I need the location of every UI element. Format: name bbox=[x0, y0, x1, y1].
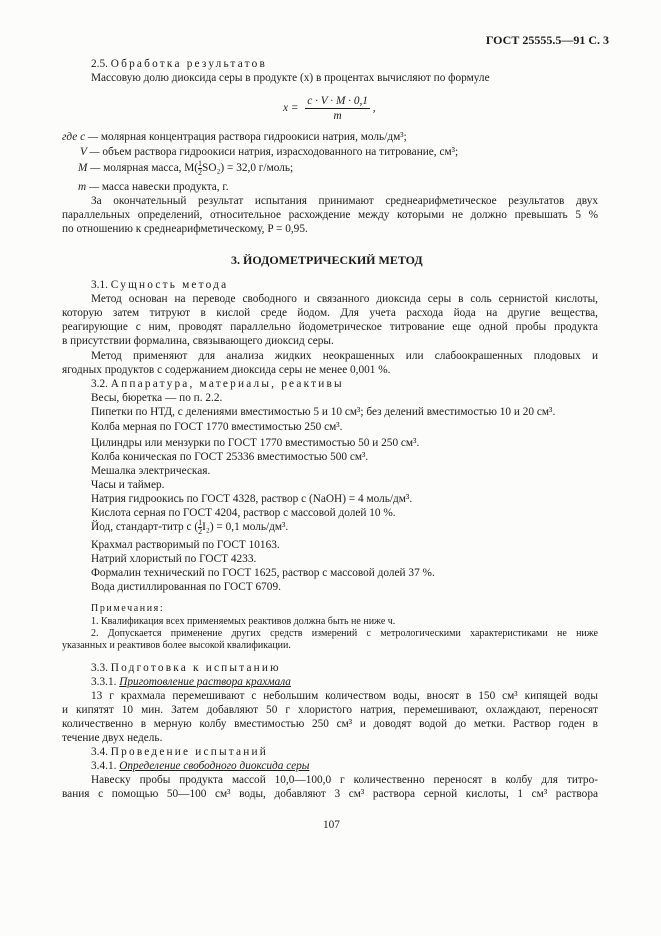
notes-heading: Примечания: bbox=[91, 603, 165, 614]
equipment-item: Цилиндры или мензурки по ГОСТ 1770 вместимостью 50 и 250 см³. bbox=[91, 437, 420, 449]
subheading-number: 3.4.1. bbox=[91, 760, 117, 772]
method-p2-line-1: Метод применяют для анализа жидких неокрашенных или слабоокрашенных плодовых и bbox=[91, 350, 598, 362]
fraction-denominator: 2 bbox=[198, 168, 203, 177]
heading-number: 3.4. bbox=[91, 746, 108, 758]
page-number: 107 bbox=[323, 819, 340, 831]
fraction-numerator: 1 bbox=[198, 159, 203, 168]
method-p1-line-3: реагирующие с ним, проводят параллельно йодометрическое титрование еще одной пробы продукта bbox=[62, 321, 598, 333]
starch-line-4: течение двух недель. bbox=[62, 732, 163, 744]
section-3-1-heading bbox=[91, 278, 228, 292]
formula-tail: , bbox=[372, 102, 376, 115]
section-3-3-heading bbox=[91, 661, 281, 675]
equipment-item-iodine bbox=[91, 519, 288, 536]
starch-line-1: 13 г крахмала перемешивают с небольшим количеством воды, вносят в 150 см³ кипящей воды bbox=[91, 690, 598, 702]
heading-number: 3.3. bbox=[91, 662, 108, 674]
equipment-item: Мешалка электрическая. bbox=[91, 465, 211, 477]
final-result-line-2: параллельных определений, относительное расхождение между которыми не должно превышать 5 % bbox=[62, 209, 598, 221]
formula-numerator: c · V · M · 0,1 bbox=[307, 95, 368, 107]
definition-symbol: где c — bbox=[62, 131, 98, 143]
heading-number: 3.2. bbox=[91, 378, 108, 390]
subheading-number: 3.3.1. bbox=[91, 676, 117, 688]
formula bbox=[283, 94, 376, 123]
definition-m-molar bbox=[78, 160, 293, 177]
starch-line-2: и кипятят 10 мин. Затем добавляют 50 г хлористого натрия, перемешивают, охлаждают, переносят bbox=[62, 704, 598, 716]
starch-line-3: количественно в мерную колбу вместимостью 250 см³ и доводят водой до метки. Раствор годен в bbox=[62, 718, 598, 730]
equipment-item: Весы, бюретка — по п. 2.2. bbox=[91, 392, 223, 404]
subheading-text: Определение свободного диоксида серы bbox=[119, 760, 310, 772]
definition-text: объем раствора гидроокиси натрия, израсходованного на титрование, см³; bbox=[102, 146, 459, 158]
heading-text: Обработка результатов bbox=[110, 58, 267, 70]
procedure-line-2: вания с помощью 50—100 см³ воды, добавляют 3 см³ раствора серной кислоты, 1 см³ раствора bbox=[62, 788, 598, 800]
definition-text: масса навески продукта, г. bbox=[101, 181, 229, 193]
equipment-item: Часы и таймер. bbox=[91, 479, 165, 491]
formula-intro: Массовую долю диоксида серы в продукте (x) в процентах вычисляют по формуле bbox=[91, 72, 490, 84]
equipment-item: Крахмал растворимый по ГОСТ 10163. bbox=[91, 539, 280, 551]
definition-symbol: V — bbox=[80, 146, 100, 158]
method-p1-line-1: Метод основан на переводе свободного и связанного диоксида серы в соль сернистой кислоты, bbox=[91, 293, 598, 305]
heading-text: Сущность метода bbox=[110, 279, 229, 291]
section-3-3-1-heading bbox=[91, 675, 291, 689]
definition-v bbox=[80, 145, 458, 159]
equipment-item: Формалин технический по ГОСТ 1625, раствор с массовой долей 37 %. bbox=[91, 567, 435, 579]
equipment-item: Кислота серная по ГОСТ 4204, раствор с массовой долей 10 %. bbox=[91, 507, 396, 519]
heading-number: 3.1. bbox=[91, 279, 108, 291]
definition-symbol: m — bbox=[78, 181, 100, 193]
method-p2-line-2: ягодных продуктов с содержанием диоксида серы не менее 0,001 %. bbox=[62, 364, 391, 376]
formula-denominator: m bbox=[333, 110, 342, 122]
iodine-text: Йод, стандарт-титр c ( bbox=[91, 521, 199, 534]
definition-c bbox=[62, 130, 407, 144]
fraction-numerator: 1 bbox=[198, 518, 203, 527]
definition-text: молярная концентрация раствора гидроокиси натрия, моль/дм³; bbox=[100, 131, 407, 143]
heading-text: Подготовка к испытанию bbox=[110, 662, 281, 674]
equipment-item: Натрия гидроокись по ГОСТ 4328, раствор c (NaOH) = 4 моль/дм³. bbox=[91, 493, 413, 505]
page-header: ГОСТ 25555.5—91 С. 3 bbox=[485, 33, 609, 47]
definition-text: SO₂) = 32,0 г/моль; bbox=[202, 162, 294, 175]
fraction-denominator: 2 bbox=[198, 527, 203, 536]
section-3-4-heading bbox=[91, 745, 268, 759]
iodine-text: I₂) = 0,1 моль/дм³. bbox=[202, 521, 289, 534]
section-3-2-heading bbox=[91, 377, 344, 391]
equipment-item: Вода дистиллированная по ГОСТ 6709. bbox=[91, 581, 281, 593]
heading-text: Аппаратура, материалы, реактивы bbox=[110, 378, 344, 390]
equipment-item: Пипетки по НТД, с делениями вместимостью 5 и 10 см³; без делений вместимостью 10 и 20 см³. bbox=[91, 406, 556, 418]
final-result-line-1: За окончательный результат испытания принимают среднеарифметическое результатов двух bbox=[91, 195, 598, 207]
note-2-line-2: указанных и реактивов более высокой квалификации. bbox=[62, 640, 291, 651]
note-1: 1. Квалификация всех применяемых реактивов должна быть не ниже ч. bbox=[91, 616, 396, 627]
section-2-5-heading bbox=[91, 57, 267, 71]
procedure-line-1: Навеску пробы продукта массой 10,0—100,0 г количественно переносят в колбу для титро- bbox=[91, 774, 598, 786]
method-p1-line-4: в присутствии формалина, связывающего диоксид серы. bbox=[62, 335, 334, 347]
heading-text: Проведение испытаний bbox=[110, 746, 268, 758]
section-3-title: 3. ЙОДОМЕТРИЧЕСКИЙ МЕТОД bbox=[231, 253, 423, 267]
definition-text: молярная масса, M( bbox=[103, 162, 199, 175]
subheading-text: Приготовление раствора крахмала bbox=[119, 676, 291, 688]
final-result-line-3: по отношению к среднеарифметическому, P = 0,95. bbox=[62, 223, 308, 235]
definition-m-mass bbox=[78, 180, 229, 194]
definition-symbol: M — bbox=[78, 162, 101, 175]
equipment-item: Натрий хлористый по ГОСТ 4233. bbox=[91, 553, 257, 565]
formula-lhs: x = bbox=[283, 102, 299, 115]
equipment-item: Колба коническая по ГОСТ 25336 вместимостью 500 см³. bbox=[91, 451, 369, 463]
heading-number: 2.5. bbox=[91, 58, 108, 70]
section-3-4-1-heading bbox=[91, 759, 309, 773]
note-2-line-1: 2. Допускается применение других средств измерений с метрологическими характеристиками не ниже bbox=[91, 628, 598, 639]
method-p1-line-2: которую затем титруют в кислой среде йодом. Для учета расхода йода на другие вещества, bbox=[62, 307, 598, 319]
equipment-item: Колба мерная по ГОСТ 1770 вместимостью 250 см³. bbox=[91, 421, 343, 433]
